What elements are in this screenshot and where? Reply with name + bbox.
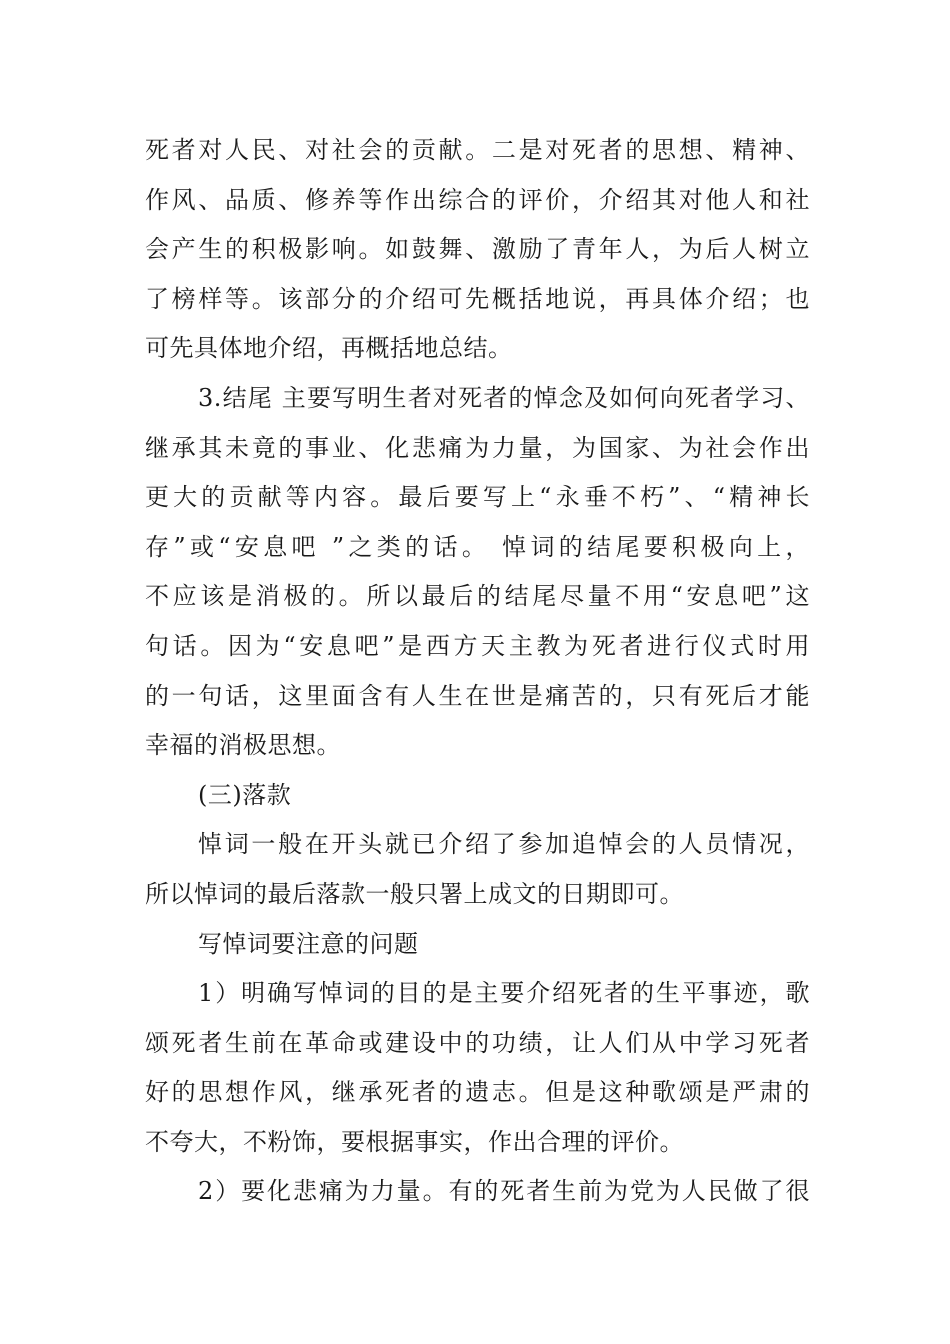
paragraph-line: 继承其未竟的事业、化悲痛为力量，为国家、为社会作出 [145,433,810,462]
paragraph-line: 了榜样等。该部分的介绍可先概括地说，再具体介绍；也 [145,284,810,313]
paragraph-line: 不夸大，不粉饰，要根据事实，作出合理的评价。 [145,1127,684,1156]
paragraph-line: 更大的贡献等内容。最后要写上“永垂不朽”、“精神长 [145,483,810,512]
paragraph-line: 存”或“安息吧 ”之类的话。 悼词的结尾要积极向上， [145,532,810,561]
section-heading: 写悼词要注意的问题 [198,929,419,958]
section-heading: (三)落款 [198,780,292,809]
paragraph-line: 作风、品质、修养等作出综合的评价，介绍其对他人和社 [145,185,810,214]
paragraph-line: 悼词一般在开头就已介绍了参加追悼会的人员情况， [198,830,810,859]
paragraph-line: 2）要化悲痛为力量。有的死者生前为党为人民做了很 [198,1177,810,1206]
paragraph-line: 的一句话，这里面含有人生在世是痛苦的，只有死后才能 [145,681,810,710]
paragraph-line: 颂死者生前在革命或建设中的功绩，让人们从中学习死者 [145,1028,810,1057]
paragraph-line: 死者对人民、对社会的贡献。二是对死者的思想、精神、 [145,136,810,164]
paragraph-line: 句话。因为“安息吧”是西方天主教为死者进行仪式时用 [145,631,810,660]
paragraph-line: 好的思想作风，继承死者的遗志。但是这种歌颂是严肃的 [145,1078,810,1107]
paragraph-line: 1）明确写悼词的目的是主要介绍死者的生平事迹，歌 [198,979,810,1008]
paragraph-line: 幸福的消极思想。 [145,731,341,760]
paragraph-line: 不应该是消极的。所以最后的结尾尽量不用“安息吧”这 [145,582,810,611]
paragraph-line: 可先具体地介绍，再概括地总结。 [145,334,513,363]
document-body [145,126,810,1217]
paragraph-line: 3.结尾 主要写明生者对死者的悼念及如何向死者学习、 [198,383,810,412]
paragraph-line: 所以悼词的最后落款一般只署上成文的日期即可。 [145,879,684,908]
paragraph-line: 会产生的积极影响。如鼓舞、激励了青年人，为后人树立 [145,235,810,264]
